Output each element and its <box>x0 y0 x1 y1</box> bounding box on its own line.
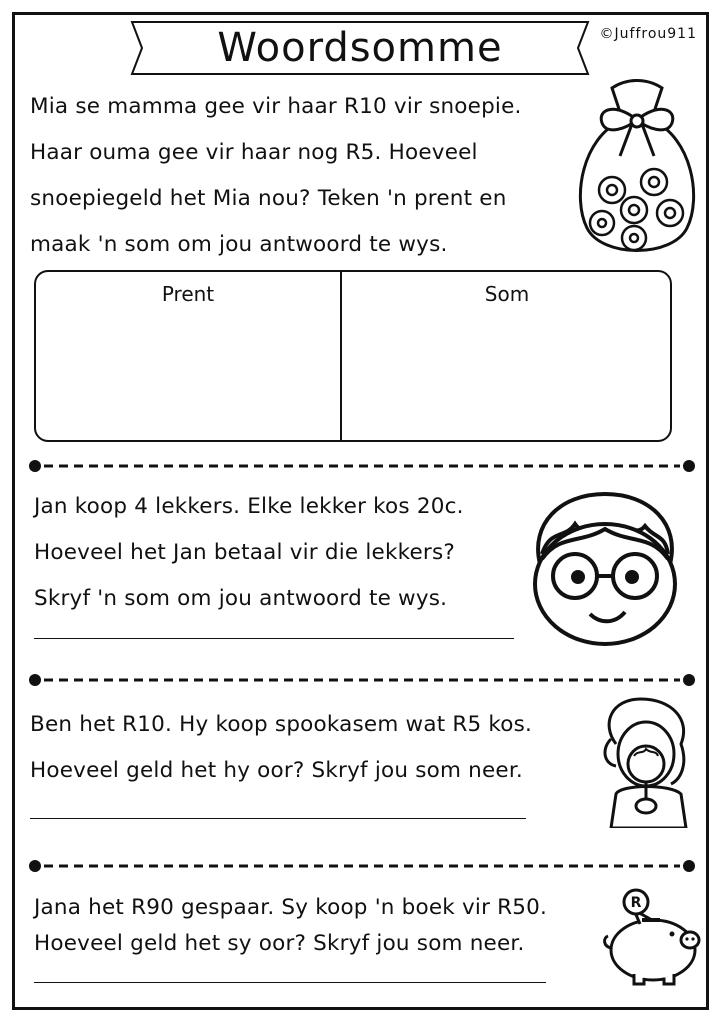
page-title: Woordsomme <box>217 25 503 71</box>
problem-1-line: Haar ouma gee vir haar nog R5. Hoeveel <box>30 140 478 165</box>
dashed-separator <box>28 458 696 474</box>
problem-2-line: Skryf 'n som om jou antwoord te wys. <box>34 586 448 611</box>
boy-with-glasses-icon <box>520 484 690 654</box>
problem-2-text <box>34 484 524 622</box>
problem-1-line: Mia se mamma gee vir haar R10 vir snoepie. <box>30 94 522 119</box>
coin-label: R <box>630 895 642 911</box>
problem-2-line: Hoeveel het Jan betaal vir die lekkers? <box>34 540 455 565</box>
problem-3-line: Hoeveel geld het hy oor? Skryf jou som neer. <box>30 758 523 783</box>
problem-1-line: maak 'n som om jou antwoord te wys. <box>30 232 448 257</box>
problem-2-line: Jan koop 4 lekkers. Elke lekker kos 20c. <box>34 494 464 519</box>
problem-4-line: Jana het R90 gespaar. Sy koop 'n boek vir R50. <box>34 895 548 920</box>
answer-line <box>34 638 514 639</box>
problem-3-text <box>30 702 600 794</box>
answer-line <box>34 982 546 983</box>
prent-column-header: Prent <box>161 282 215 306</box>
problem-4-line: Hoeveel geld het sy oor? Skryf jou som neer. <box>34 931 525 956</box>
girl-with-candyfloss-icon <box>596 694 696 828</box>
problem-4-text <box>34 890 609 962</box>
dashed-separator <box>28 672 696 688</box>
problem-1-text <box>30 84 570 268</box>
som-column-header: Som <box>484 282 530 306</box>
piggy-bank-icon <box>598 888 702 988</box>
problem-1-line: snoepiegeld het Mia nou? Teken 'n prent en <box>30 186 507 211</box>
problem-3-line: Ben het R10. Hy koop spookasem wat R5 kos. <box>30 712 533 737</box>
dashed-separator <box>28 858 696 874</box>
candy-bag-icon <box>572 78 702 264</box>
copyright-credit: ©Juffrou911 <box>599 26 697 42</box>
answer-line <box>30 818 526 819</box>
answer-table <box>34 270 672 442</box>
